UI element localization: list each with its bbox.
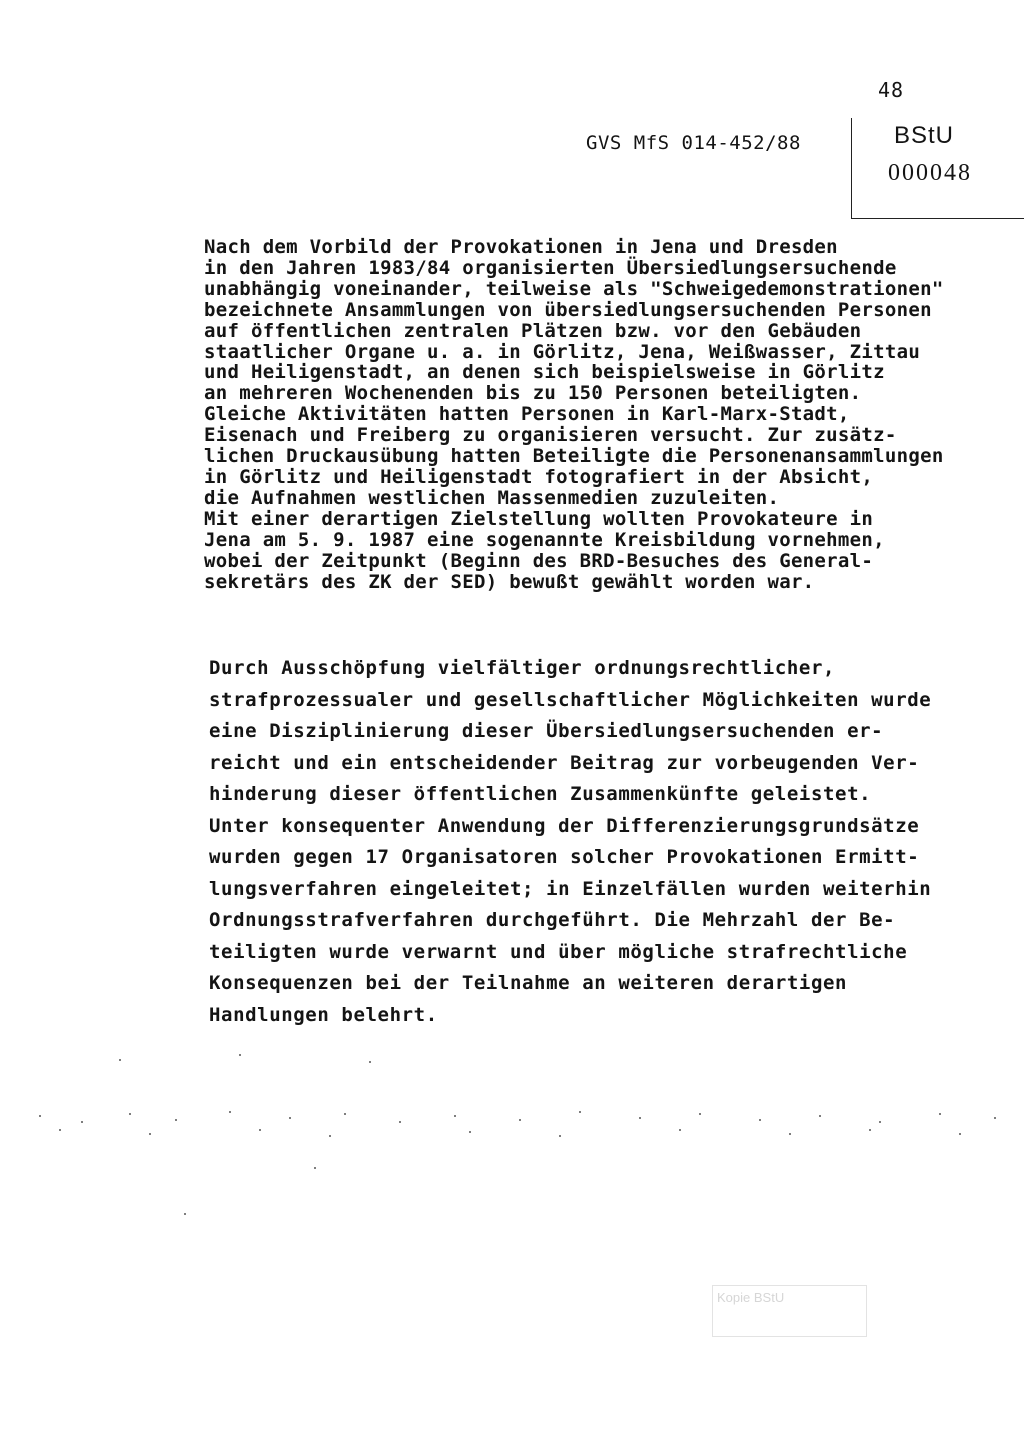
text-line: wobei der Zeitpunkt (Beginn des BRD-Besuches des General- <box>204 549 874 572</box>
text-line: Handlungen belehrt. <box>209 1003 438 1026</box>
stamp-number: 000048 <box>888 160 972 186</box>
text-line: Jena am 5. 9. 1987 eine sogenannte Kreisbildung vornehmen, <box>204 528 885 551</box>
text-line: strafprozessualer und gesellschaftlicher Möglichkeiten wurde <box>209 688 932 711</box>
text-line: an mehreren Wochenenden bis zu 150 Personen beteiligten. <box>204 382 862 405</box>
paragraph-measures <box>209 653 931 1031</box>
text-line: in Görlitz und Heiligenstadt fotografiert in der Absicht, <box>204 465 874 488</box>
page-number: 48 <box>878 78 905 102</box>
text-line: sekretärs des ZK der SED) bewußt gewählt worden war. <box>204 570 815 593</box>
text-line: staatlicher Organe u. a. in Görlitz, Jena, Weißwasser, Zittau <box>204 340 921 363</box>
faded-copy-stamp: Kopie BStU <box>712 1285 867 1337</box>
text-line: bezeichnete Ansammlungen von übersiedlungsersuchenden Personen <box>204 298 932 321</box>
text-line: auf öffentlichen zentralen Plätzen bzw. vor den Gebäuden <box>204 319 862 342</box>
text-line: hinderung dieser öffentlichen Zusammenkünfte geleistet. <box>209 783 872 805</box>
scan-speckle <box>0 1050 1024 1230</box>
text-line: Gleiche Aktivitäten hatten Personen in Karl-Marx-Stadt, <box>204 403 850 426</box>
text-line: Nach dem Vorbild der Provokationen in Jena und Dresden <box>204 236 838 258</box>
text-line: und Heiligenstadt, an denen sich beispielsweise in Görlitz <box>204 361 885 384</box>
text-line: lichen Druckausübung hatten Beteiligte die Personenansammlungen <box>204 445 944 468</box>
archive-stamp <box>851 118 1024 219</box>
text-line: unabhängig voneinander, teilweise als "Schweigedemonstrationen" <box>204 277 944 300</box>
text-line: Mit einer derartigen Zielstellung wollten Provokateure in <box>204 507 874 530</box>
text-line: lungsverfahren eingeleitet; in Einzelfällen wurden weiterhin <box>209 877 932 900</box>
document-reference: GVS MfS 014-452/88 <box>586 132 801 154</box>
text-line: Eisenach und Freiberg zu organisieren versucht. Zur zusätz- <box>204 424 897 447</box>
text-line: Durch Ausschöpfung vielfältiger ordnungsrechtlicher, <box>209 657 836 679</box>
text-line: wurden gegen 17 Organisatoren solcher Provokationen Ermitt- <box>209 846 920 868</box>
text-line: teiligten wurde verwarnt und über mögliche strafrechtliche <box>209 940 908 963</box>
text-line: Ordnungsstrafverfahren durchgeführt. Die Mehrzahl der Be- <box>209 909 896 931</box>
paragraph-provocations <box>204 237 944 592</box>
text-line: Konsequenzen bei der Teilnahme an weiteren derartigen <box>209 972 848 994</box>
stamp-label: BStU <box>894 122 955 149</box>
text-line: in den Jahren 1983/84 organisierten Übersiedlungsersuchende <box>204 256 897 279</box>
text-line: die Aufnahmen westlichen Massenmedien zuzuleiten. <box>204 486 780 509</box>
text-line: eine Disziplinierung dieser Übersiedlungsersuchenden er- <box>209 720 884 742</box>
text-line: Unter konsequenter Anwendung der Differenzierungsgrundsätze <box>209 814 920 837</box>
text-line: reicht und ein entscheidender Beitrag zur vorbeugenden Ver- <box>209 751 920 774</box>
